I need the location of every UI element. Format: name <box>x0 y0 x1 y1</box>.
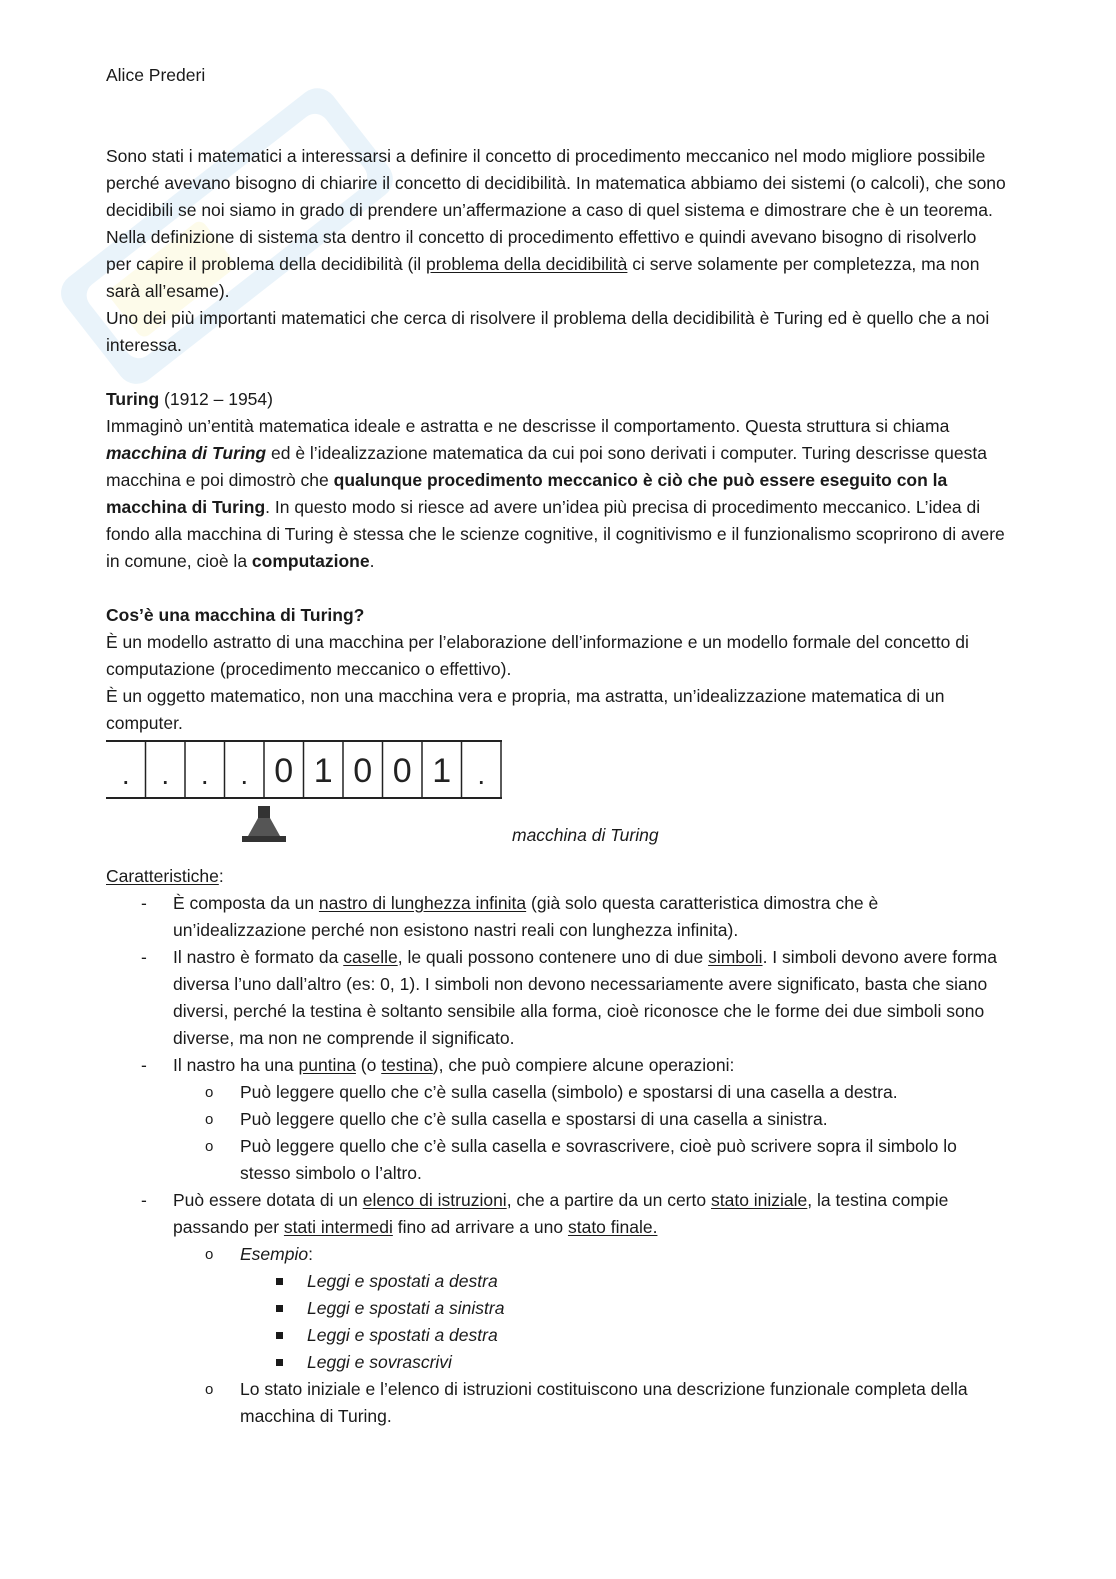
features-heading: Caratteristiche: <box>106 866 224 886</box>
list-item: o Può leggere quello che c’è sulla casella (simbolo) e spostarsi di una casella a destra. <box>173 1079 1006 1106</box>
tape-cell-symbol: . <box>240 759 249 790</box>
turing-paragraph: Immaginò un’entità matematica ideale e astratta e ne descrisse il comportamento. Questa struttura si chiama macchina di Turing ed è l’idealizzazione matematica da cui poi sono derivati i computer. Turing descrisse questa macchina e poi dimostrò che qualunque procedimento meccanico è ciò che può essere eseguito con la macchina di Turing. In questo modo si riesce ad avere un’idea più precisa di procedimento meccanico. L’idea di fondo alla macchina di Turing è stessa che le scienze cognitive, il cognitivismo e il funzionalismo scoprirono di avere in comune, cioè la computazione. <box>106 416 1005 571</box>
list-item: o Può leggere quello che c’è sulla casella e sovrascrivere, cioè può scrivere sopra il simbolo lo stesso simbolo o l’altro. <box>173 1133 1006 1187</box>
underlined-term: problema della decidibilità <box>426 254 628 274</box>
tape-cell-symbol: . <box>200 759 209 790</box>
list-item: o Esempio: Leggi e spostati a destra Leggi e spostati a sinistra Leggi e spostati a destra Leggi e sovrascrivi <box>173 1241 1006 1376</box>
tape-cell-symbol: 0 <box>274 752 294 790</box>
tape-cell-symbol: . <box>477 759 486 790</box>
tape-cell-symbol: 1 <box>313 752 333 790</box>
turing-heading: Turing (1912 – 1954) <box>106 389 273 409</box>
intro-paragraph: Sono stati i matematici a interessarsi a definire il concetto di procedimento meccanico nel modo migliore possibile perché avevano bisogno di chiarire il concetto di decidibilità. In matematica abbiamo dei sistemi (o calcoli), che sono decidibili se noi siamo in grado di prendere un’affermazione a caso di quel sistema e dimostrare che è un teorema. Nella definizione di sistema sta dentro il concetto di procedimento effettivo e quindi avevano bisogno di risolverlo per capire il problema della decidibilità (il problema della decidibilità ci serve solamente per completezza, ma non sarà all’esame). <box>106 146 1006 301</box>
operations-list <box>173 1079 1006 1187</box>
list-item: Leggi e sovrascrivi <box>240 1349 1006 1376</box>
tape-cell-symbol: 0 <box>392 752 412 790</box>
list-item: - È composta da un nastro di lunghezza infinita (già solo questa caratteristica dimostra che è un’idealizzazione perché non esistono nastri reali con lunghezza infinita). <box>106 890 1006 944</box>
author-name: Alice Prederi <box>106 65 206 85</box>
list-item: - Il nastro è formato da caselle, le quali possono contenere uno di due simboli. I simboli devono avere forma diversa l’uno dall’altro (es: 0, 1). I simboli non devono necessariamente avere significato, basta che siano diversi, perché la testina è soltanto sensibile alla forma, cioè riconosce che le forme dei due simboli sono diverse, ma non ne comprende il significato. <box>106 944 1006 1052</box>
intro-paragraph-2: Uno dei più importanti matematici che cerca di risolvere il problema della decidibilità è Turing ed è quello che a noi interessa. <box>106 308 990 355</box>
tape-diagram <box>106 738 506 848</box>
tape-cell-symbol: . <box>161 759 170 790</box>
list-item: o Lo stato iniziale e l’elenco di istruzioni costituiscono una descrizione funzionale completa della macchina di Turing. <box>173 1376 1006 1430</box>
definition-paragraph: È un modello astratto di una macchina per l’elaborazione dell’informazione e un modello formale del concetto di computazione (procedimento meccanico o effettivo). <box>106 632 969 679</box>
example-steps <box>240 1268 1006 1376</box>
list-item: - Il nastro ha una puntina (o testina), che può compiere alcune operazioni: o Può leggere quello che c’è sulla casella (simbolo) e spostarsi di una casella a destra. o Può leggere quello che c’è sulla casella e spostarsi di una casella a sinistra. o Può leggere quello che c’è sulla casella e sovrascrivere, cioè può scrivere sopra il simbolo lo stesso simbolo o l’altro. <box>106 1052 1006 1187</box>
list-item: Leggi e spostati a sinistra <box>240 1295 1006 1322</box>
turing-machine-figure <box>106 738 1006 863</box>
tape-cell-symbol: 1 <box>432 752 452 790</box>
tape-cell-symbol: . <box>121 759 130 790</box>
list-item: - Può essere dotata di un elenco di istruzioni, che a partire da un certo stato iniziale, la testina compie passando per stati intermedi fino ad arrivare a uno stato finale. o Esempio: Leggi e spostati a destra Leggi e spostati a sinistra Leggi e spostati a destra Leggi e sovrascrivi o Lo stato iniziale e l’elenco di istruzioni costituiscono una descrizione funzionale completa della macchina di Turing. <box>106 1187 1006 1430</box>
features-list <box>106 890 1006 1430</box>
example-list <box>173 1241 1006 1430</box>
list-item: o Può leggere quello che c’è sulla casella e spostarsi di una casella a sinistra. <box>173 1106 1006 1133</box>
definition-paragraph-2: È un oggetto matematico, non una macchina vera e propria, ma astratta, un’idealizzazione matematica di un computer. <box>106 686 945 733</box>
section-heading: Cos’è una macchina di Turing? <box>106 605 365 625</box>
figure-caption: macchina di Turing <box>512 825 659 845</box>
read-head-icon <box>242 806 286 842</box>
list-item: Leggi e spostati a destra <box>240 1322 1006 1349</box>
document-page <box>106 62 1006 1430</box>
tape-cell-symbol: 0 <box>353 752 373 790</box>
list-item: Leggi e spostati a destra <box>240 1268 1006 1295</box>
